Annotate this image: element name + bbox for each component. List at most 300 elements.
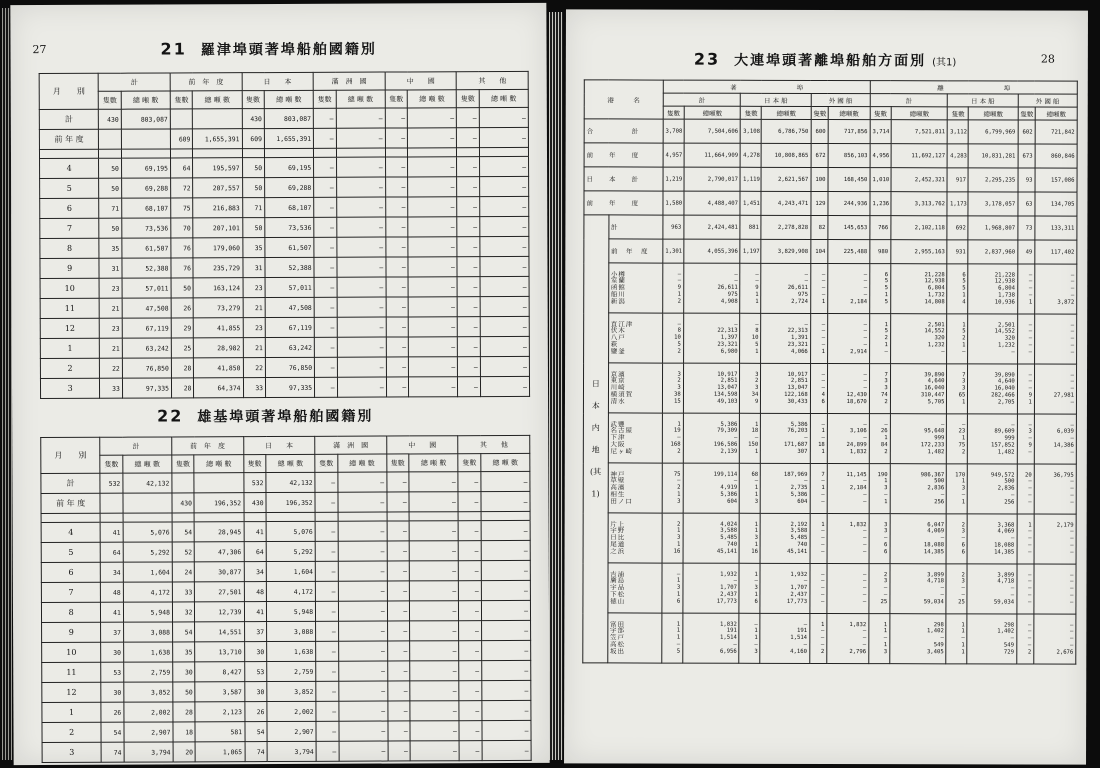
column-group-header: 日 本 船 (741, 93, 811, 106)
table-cell: 673 (1018, 144, 1035, 168)
column-group-header: 日 本 船 (948, 94, 1018, 107)
table-cell: — (409, 377, 458, 397)
table-cell: — (336, 128, 385, 148)
row-label: 前 年 度 (41, 493, 100, 513)
table-cell: — (458, 521, 481, 541)
table-cell: — (338, 561, 387, 581)
table-cell: — (315, 377, 338, 397)
spacer-cell (121, 149, 170, 158)
table-cell: 54 (172, 522, 195, 542)
port-group-row (583, 513, 1076, 564)
table-row (40, 256, 529, 278)
spacer-cell (338, 512, 387, 521)
table-cell: 27,501 (195, 582, 244, 602)
table-cell: 48 (101, 582, 124, 602)
table-cell: — (316, 641, 339, 661)
table-cell: 7 3 3 74 2 (869, 364, 890, 414)
table-cell: — (387, 621, 410, 641)
table-cell: — (338, 541, 387, 561)
spacer-cell (172, 513, 195, 522)
table-cell: 581 (195, 722, 244, 742)
table-cell: — (457, 237, 480, 257)
table-cell: — 3 — 9 — (1017, 414, 1034, 464)
table-cell: 7,521,811 (891, 120, 948, 144)
tonnage-header: 總 噸 數 (479, 89, 528, 107)
count-header: 隻數 (811, 106, 828, 119)
table-cell: 3,852 (267, 681, 316, 701)
table-cell: 3 2 3 34 9 (740, 363, 761, 413)
column-group-header: 滿 洲 國 (315, 436, 387, 454)
table-cell: 4,957 (663, 143, 684, 167)
table-cell (170, 109, 193, 129)
table-subtitle: (其1) (932, 57, 957, 69)
book-gutter (549, 12, 563, 760)
column-group-header: 中 國 (385, 72, 457, 90)
table-cell: 93 (1018, 168, 1035, 192)
spacer-cell (41, 513, 100, 522)
table-cell: 10,917 2,851 13,047 134,598 49,103 (683, 363, 740, 413)
row-label: 1 (40, 338, 99, 358)
port-names: 富田 宇部 笠戸 高松 坂出 (607, 613, 661, 663)
table-cell: 430 (243, 493, 266, 513)
table-cell: — (410, 641, 459, 661)
right-page (564, 9, 1088, 764)
count-header: 隻數 (948, 107, 969, 120)
table-cell: 2 3 — — 25 (869, 564, 890, 614)
table21-title-block (160, 39, 376, 60)
table-cell: — (388, 701, 411, 721)
table-row (41, 491, 530, 513)
table-cell: 3,852 (124, 682, 173, 702)
spacer-cell (244, 513, 267, 522)
table-cell: 145,653 (828, 216, 870, 240)
table-cell: — (408, 157, 457, 177)
table-cell: 10,917 2,851 13,047 122,168 30,433 (761, 363, 810, 413)
table-cell: 1,173 (947, 192, 968, 216)
table-row (42, 660, 531, 682)
table-cell: — (457, 297, 480, 317)
table-cell: 50 (173, 682, 196, 702)
table-cell: — (409, 541, 458, 561)
table-cell: 72 (171, 178, 194, 198)
table-cell: 50 (99, 158, 122, 178)
count-header: 隻數 (170, 91, 193, 109)
table-cell: 133,311 (1035, 216, 1077, 240)
table-cell: — (386, 277, 409, 297)
table-cell: 54 (172, 622, 195, 642)
table-cell: 104 (811, 239, 828, 263)
table-cell: — (338, 681, 387, 701)
table-cell: 5,292 (266, 541, 315, 561)
count-header: 隻數 (457, 90, 480, 108)
table-cell: — — — 9 1 (1017, 364, 1034, 414)
row-label: 8 (41, 602, 100, 622)
table-cell: — (338, 661, 387, 681)
table-cell: 28,982 (194, 338, 243, 358)
table-cell: — (314, 217, 337, 237)
table-cell: 980 (870, 240, 891, 264)
table-22 (40, 435, 531, 763)
table-cell: 23 (243, 318, 266, 338)
column-group-header: 計 (98, 73, 170, 91)
table-cell: 3,313,762 (891, 192, 948, 216)
table-cell: — (458, 472, 481, 492)
table-cell: — 89,609 999 157,852 1,482 (968, 414, 1017, 464)
table-cell: — (314, 337, 337, 357)
table-cell: — (314, 157, 337, 177)
table-cell: 1,638 (267, 641, 316, 661)
table-cell: 216,883 (193, 198, 242, 218)
row-label: 11 (42, 662, 101, 682)
table-row (584, 239, 1077, 264)
table-number: 21 (160, 39, 187, 59)
table-cell: 2,501 14,552 320 1,232 — (968, 314, 1017, 364)
table-cell: 37 (101, 622, 124, 642)
table-cell: 1,655,391 (264, 128, 313, 148)
table-cell (99, 129, 122, 149)
table-cell: — 1 — 18 1 (810, 413, 827, 463)
tonnage-header: 總 噸 數 (121, 91, 170, 109)
table-cell: — — — — 3,872 (1035, 264, 1077, 314)
table-cell: 26 (244, 702, 267, 722)
row-label: 計 (39, 109, 98, 129)
table-cell: 3,794 (267, 741, 316, 761)
table-cell: — (408, 237, 457, 257)
table-cell: 28 (171, 358, 194, 378)
table-cell: 532 (100, 473, 123, 493)
count-header: 隻數 (387, 454, 410, 472)
table-cell: — (336, 217, 385, 237)
table-cell: 917 (947, 168, 968, 192)
table-row (40, 356, 529, 378)
table-row (40, 296, 529, 318)
row-label: 12 (40, 318, 99, 338)
row-label: 2 (42, 722, 101, 742)
row-label: 9 (40, 258, 99, 278)
table-cell: 33 (100, 378, 123, 398)
table-cell: 803,087 (121, 109, 170, 129)
table-cell: 1,010 (870, 168, 891, 192)
table-cell: 7,504,606 (684, 119, 741, 143)
table-cell: 3,899 4,718 — — 59,034 (890, 564, 947, 614)
tonnage-header: 總 噸 數 (336, 90, 385, 108)
table-cell: — (387, 641, 410, 661)
table-cell: — (387, 661, 410, 681)
table-cell: — (337, 337, 386, 357)
table-cell: 692 (947, 216, 968, 240)
table-cell: 41 (101, 602, 124, 622)
table-cell: — (337, 277, 386, 297)
table-cell: 4,283 (948, 144, 969, 168)
spacer-cell (39, 149, 98, 158)
table-cell: — (457, 128, 480, 148)
table-cell: — (386, 237, 409, 257)
table-cell: 18 (173, 722, 196, 742)
table-cell: — (316, 721, 339, 741)
table-cell: 949,572 500 2,836 — 256 (968, 464, 1017, 514)
table-cell (172, 473, 195, 493)
table-cell: — (457, 177, 480, 197)
table-cell: — (338, 701, 387, 721)
table-cell: — (482, 660, 531, 680)
table-cell: 225,488 (828, 240, 870, 264)
table-cell: 71 (99, 198, 122, 218)
spacer-cell (242, 149, 265, 158)
table-cell: 50 (242, 158, 265, 178)
table-row (40, 156, 529, 178)
column-group-header: 滿 洲 國 (313, 72, 385, 90)
table-cell: 860,846 (1035, 144, 1077, 168)
tonnage-header: 總噸數 (891, 107, 948, 120)
region-label: 日 本 内 地 (其 1) (583, 215, 609, 663)
row-label: 11 (40, 298, 99, 318)
spacer-cell (479, 147, 528, 156)
table-cell: 75 — 2 1 3 (662, 463, 683, 513)
table-cell: 298 1,402 — 549 3,405 (890, 614, 947, 664)
table-cell: — (337, 472, 386, 492)
table-cell: 163,124 (193, 278, 242, 298)
tonnage-header: 總噸數 (828, 107, 870, 120)
header-char: 埠 (796, 83, 804, 92)
table-cell: 1 1 — 1 1 (946, 614, 967, 664)
table-cell: — (457, 217, 480, 237)
table-cell (121, 129, 170, 149)
column-group-header: 日 本 (242, 72, 314, 90)
table-cell: — (408, 277, 457, 297)
table-cell: 5,076 (123, 522, 172, 542)
port-group-row (583, 613, 1076, 664)
table-cell: — (481, 471, 530, 491)
header-row (584, 80, 1077, 94)
row-label: 前 年 度 (39, 129, 98, 149)
table-cell: 298 1,402 — 549 729 (967, 614, 1016, 664)
table-row (42, 620, 531, 642)
table-cell: — (481, 600, 530, 620)
table-cell: 4,278 (741, 143, 762, 167)
table-cell: 25 (171, 338, 194, 358)
table-cell: — — — 4 6 (810, 363, 827, 413)
table-cell: 2,837,960 (968, 240, 1017, 264)
table-cell: 4,024 3,588 5,485 740 45,141 (683, 513, 740, 563)
table-cell: — (410, 741, 459, 761)
table-cell: 196,352 (266, 492, 315, 512)
tonnage-header: 總 噸 數 (266, 454, 315, 472)
row-label: 7 (41, 582, 100, 602)
table-cell: 76,850 (265, 357, 314, 377)
row-label: 6 (41, 562, 100, 582)
table-cell: 244,936 (828, 192, 870, 216)
table-cell: — (408, 217, 457, 237)
table-cell: 609 (242, 129, 265, 149)
table-row (40, 216, 529, 238)
table-cell: — (410, 621, 459, 641)
port-names: 吉浦 廣島 宇品 下松 徳山 (608, 563, 662, 613)
table-cell: 2,295,235 (968, 168, 1017, 192)
table-cell: — (482, 740, 531, 760)
table-cell: — (408, 337, 457, 357)
table-cell: 1,832 — — — 2,796 (827, 614, 869, 664)
table-cell: — (388, 721, 411, 741)
table-cell: 3,088 (123, 622, 172, 642)
table-cell: — (480, 316, 529, 336)
table-row (42, 680, 531, 702)
column-group-header: 其 他 (458, 435, 530, 453)
tonnage-header: 總噸數 (762, 106, 811, 119)
table-row (41, 560, 530, 582)
row-label: 8 (40, 238, 99, 258)
table-cell: 602 (1018, 120, 1035, 144)
table-cell: 30 (244, 682, 267, 702)
table-cell: — (480, 376, 529, 396)
table-cell: — — — — 2,676 (1034, 614, 1076, 664)
table-cell: — (387, 581, 410, 601)
table-cell: 74 (245, 742, 268, 762)
table-cell: 41 (244, 522, 267, 542)
table-cell: — (481, 491, 530, 511)
table-cell: 3 2 3 38 15 (662, 363, 683, 413)
table-cell: 2,955,163 (891, 240, 948, 264)
count-header: 隻數 (458, 454, 481, 472)
table-cell: — 3,106 — 24,899 1,832 (827, 414, 869, 464)
table-cell: 1,301 (663, 239, 684, 263)
table-cell: 6 5 5 1 4 (947, 264, 968, 314)
table-cell: — (387, 472, 410, 492)
row-label: 7 (40, 218, 99, 238)
table-cell: 2,759 (124, 662, 173, 682)
column-group-header: 計 (100, 437, 172, 455)
table-cell: — (457, 257, 480, 277)
row-label: 2 (40, 358, 99, 378)
table-cell: — (385, 128, 408, 148)
tonnage-header: 總噸數 (1035, 107, 1077, 120)
table-cell: — (385, 108, 408, 128)
table-cell: 1,580 (663, 191, 684, 215)
row-label: 日 本 計 (584, 167, 663, 191)
table-row (40, 196, 529, 218)
row-label: 9 (42, 622, 101, 642)
table-cell: — (313, 128, 336, 148)
table-cell: — — — — 2 (1016, 614, 1033, 664)
row-label: 3 (42, 742, 101, 762)
port-names: 直江津 伏木 八戸 萩 鹽釜 (608, 313, 662, 363)
table-cell: 63 (1018, 192, 1035, 216)
table-cell: 3,368 4,069 — 18,088 14,385 (967, 514, 1016, 564)
table-cell: — (339, 741, 388, 761)
table-23 (582, 79, 1078, 664)
table-row (41, 471, 530, 493)
table-cell: 64 (101, 542, 124, 562)
table-cell: — (315, 472, 338, 492)
table-cell: 64,374 (194, 378, 243, 398)
table-cell: — (313, 108, 336, 128)
table-cell: 50 (171, 278, 194, 298)
port-group-row (583, 563, 1076, 614)
table-cell: — (386, 357, 409, 377)
table-cell: — (459, 661, 482, 681)
table-row (41, 540, 530, 562)
port-group-row (583, 413, 1076, 464)
table-cell (193, 109, 242, 129)
table-cell: — (314, 297, 337, 317)
table-cell: 2,102,118 (891, 216, 948, 240)
table-cell: 5,386 79,309 — 196,586 2,139 (683, 413, 740, 463)
table-cell: 4,055,396 (684, 239, 741, 263)
table-cell: — (479, 196, 528, 216)
table-cell: 2,123 (195, 702, 244, 722)
table-cell: — (458, 492, 481, 512)
table-cell: — (388, 741, 411, 761)
row-label: 3 (40, 378, 99, 398)
table-cell: 69,288 (265, 177, 314, 197)
table-cell: — — — — 1 (810, 263, 827, 313)
table-cell: 766 (870, 216, 891, 240)
table-cell: 8,427 (195, 662, 244, 682)
table-cell: 10,831,281 (968, 144, 1017, 168)
table-cell: — (459, 741, 482, 761)
page-number: 27 (32, 43, 47, 57)
table-cell: 609 (170, 129, 193, 149)
table-row (40, 316, 529, 338)
table-cell: 21 (100, 338, 123, 358)
table-cell: 196,352 (194, 493, 243, 513)
count-header: 隻數 (313, 90, 336, 108)
table-cell: 117,402 (1035, 240, 1077, 264)
table-cell: — — — — — (1017, 564, 1034, 614)
table-cell: 3,112 (948, 120, 969, 144)
table-cell: 5,292 (123, 542, 172, 562)
table-cell: 61,507 (265, 237, 314, 257)
table-cell: — (457, 108, 480, 128)
tonnage-header: 總噸數 (969, 107, 1018, 120)
table-cell: 2,907 (267, 721, 316, 741)
table-cell: 3,587 (195, 682, 244, 702)
tonnage-header: 總 噸 數 (409, 454, 458, 472)
table-cell (100, 493, 123, 513)
table-cell: 82 (811, 215, 828, 239)
header-char: 著 (730, 83, 737, 92)
table-cell: — 1 3 1 6 (662, 563, 683, 613)
row-label: 10 (40, 278, 99, 298)
table-row (41, 580, 530, 602)
table-cell: — (459, 581, 482, 601)
table-cell: 2 1 3 1 16 (662, 513, 683, 563)
spacer-cell (315, 512, 338, 521)
spacer-cell (193, 149, 242, 158)
table-cell: 881 (740, 215, 761, 239)
tonnage-header: 總 噸 數 (407, 90, 456, 108)
table-cell: 35 (99, 238, 122, 258)
table-cell: 2,192 3,588 5,485 740 45,141 (760, 513, 809, 563)
table-cell: — (314, 357, 337, 377)
port-names: 京濱 東京 川崎 横須賀 清水 (608, 363, 662, 413)
table-cell: 7 3 3 65 1 (947, 364, 968, 414)
table-cell: — 26 1 84 2 (869, 414, 890, 464)
table-cell: 54 (244, 722, 267, 742)
table-cell: 30,877 (195, 562, 244, 582)
table-cell: 26 (171, 298, 194, 318)
row-header: 月 別 (41, 437, 100, 473)
table-cell: — (410, 721, 459, 741)
table-cell (123, 493, 172, 513)
spacer-cell (408, 148, 457, 157)
table-cell: — (385, 217, 408, 237)
table-cell: 4,172 (266, 581, 315, 601)
table-cell: 73,279 (194, 298, 243, 318)
table-cell: 64 (170, 158, 193, 178)
table-cell: 31 (99, 258, 122, 278)
table-cell: — (479, 156, 528, 176)
table-cell: — (458, 541, 481, 561)
